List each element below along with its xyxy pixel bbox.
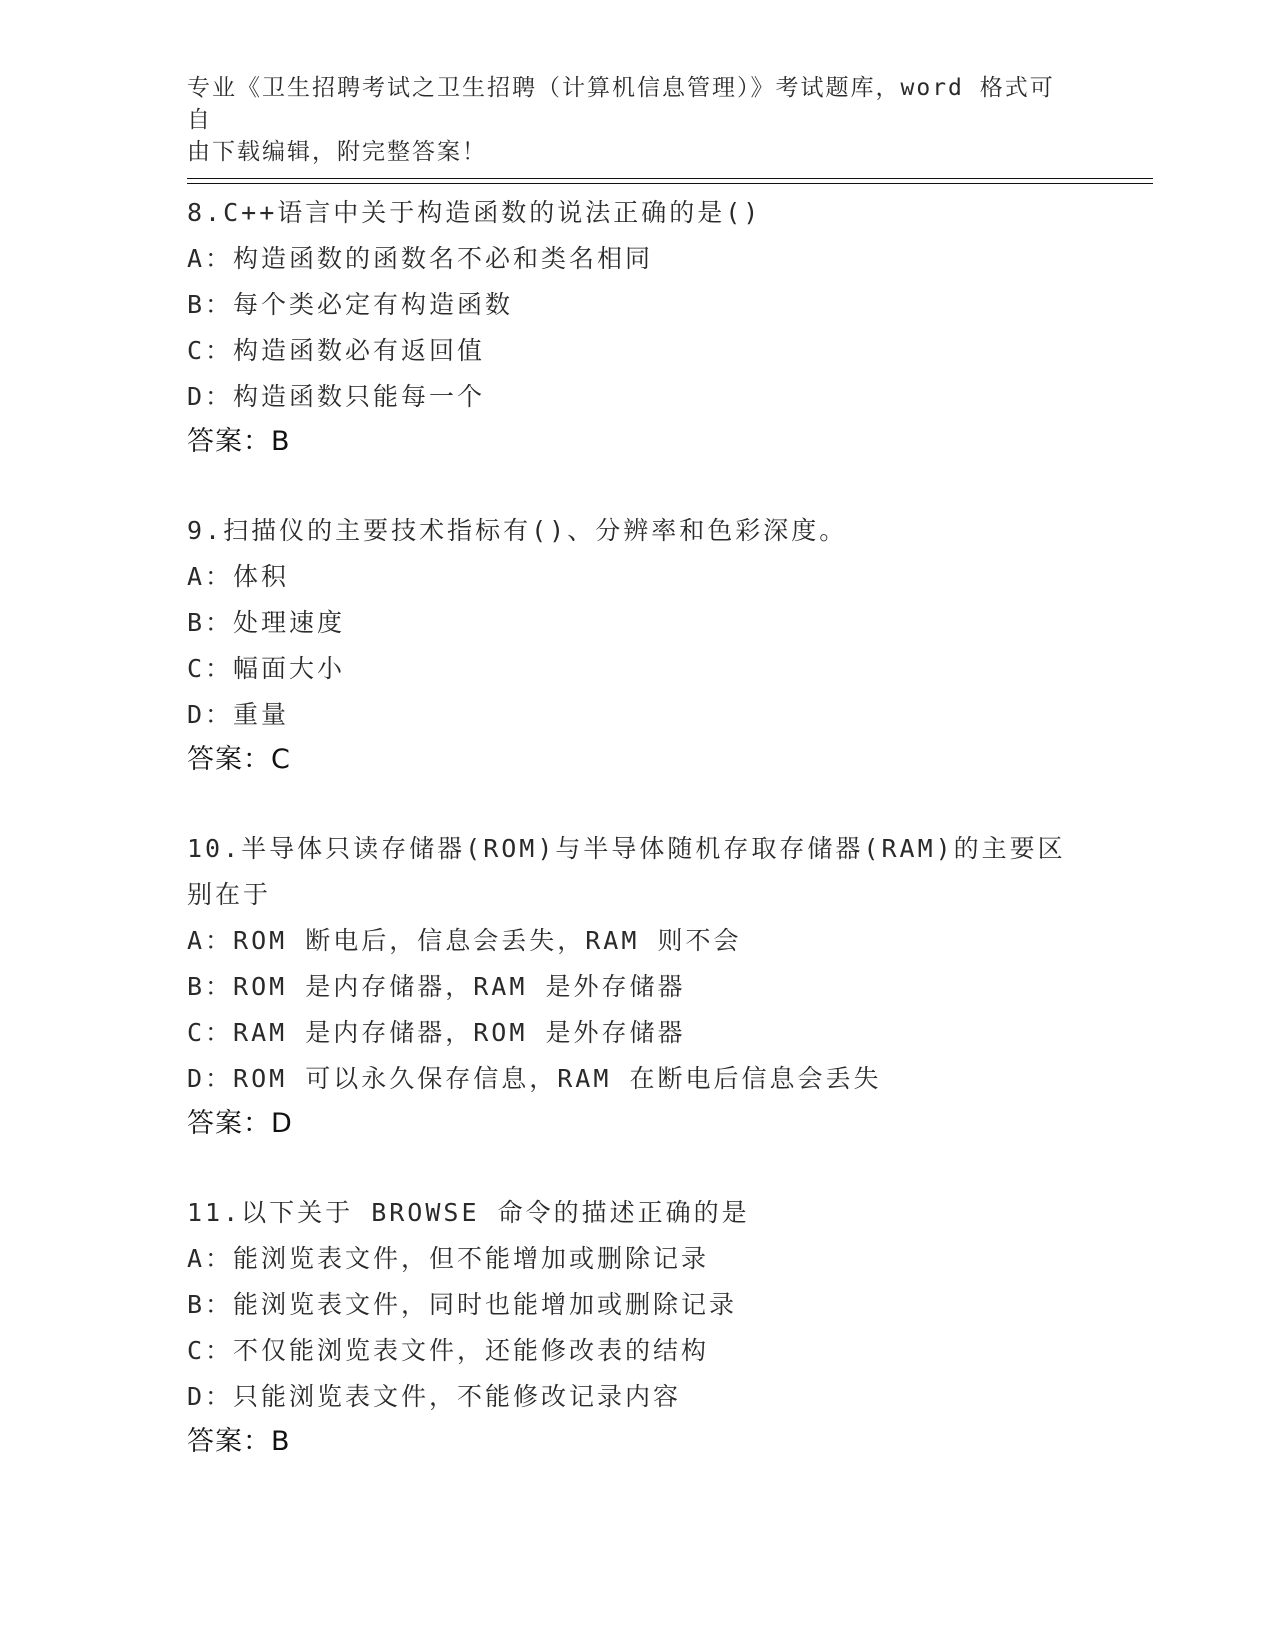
question-stem: 10.半导体只读存储器(ROM)与半导体随机存取存储器(RAM)的主要区别在于	[187, 834, 1066, 909]
option-c: C：不仅能浏览表文件，还能修改表的结构	[187, 1336, 710, 1365]
question-stem: 8.C++语言中关于构造函数的说法正确的是()	[187, 198, 762, 227]
question-stem: 11.以下关于 BROWSE 命令的描述正确的是	[187, 1198, 750, 1227]
option-a: A：构造函数的函数名不必和类名相同	[187, 244, 654, 273]
header-line-2: 由下载编辑，附完整答案！	[187, 139, 487, 165]
option-c: C：RAM 是内存储器，ROM 是外存储器	[187, 1018, 686, 1047]
option-b: B：ROM 是内存储器，RAM 是外存储器	[187, 972, 686, 1001]
option-d: D：ROM 可以永久保存信息，RAM 在断电后信息会丢失	[187, 1064, 882, 1093]
option-d: D：构造函数只能每一个	[187, 382, 486, 411]
option-d: D：重量	[187, 700, 290, 729]
option-a: A：ROM 断电后，信息会丢失，RAM 则不会	[187, 926, 742, 955]
question-8	[187, 190, 1087, 464]
answer-line: 答案：C	[187, 744, 291, 775]
header-line-1: 专业《卫生招聘考试之卫生招聘（计算机信息管理）》考试题库，word 格式可自	[187, 75, 1055, 133]
question-9	[187, 508, 1087, 782]
answer-line: 答案：B	[187, 426, 291, 457]
question-10	[187, 826, 1087, 1146]
option-a: A：能浏览表文件，但不能增加或删除记录	[187, 1244, 710, 1273]
answer-line: 答案：D	[187, 1108, 293, 1139]
option-b: B：处理速度	[187, 608, 346, 637]
question-list	[187, 190, 1087, 1508]
header-divider-top	[187, 178, 1153, 179]
question-11	[187, 1190, 1087, 1464]
option-d: D：只能浏览表文件，不能修改记录内容	[187, 1382, 682, 1411]
header-divider-bottom	[187, 183, 1153, 184]
answer-line: 答案：B	[187, 1426, 291, 1457]
question-stem: 9.扫描仪的主要技术指标有()、分辨率和色彩深度。	[187, 516, 848, 545]
option-c: C：构造函数必有返回值	[187, 336, 486, 365]
document-header	[187, 72, 1067, 168]
option-a: A：体积	[187, 562, 290, 591]
option-b: B：能浏览表文件，同时也能增加或删除记录	[187, 1290, 738, 1319]
option-c: C：幅面大小	[187, 654, 346, 683]
option-b: B：每个类必定有构造函数	[187, 290, 514, 319]
